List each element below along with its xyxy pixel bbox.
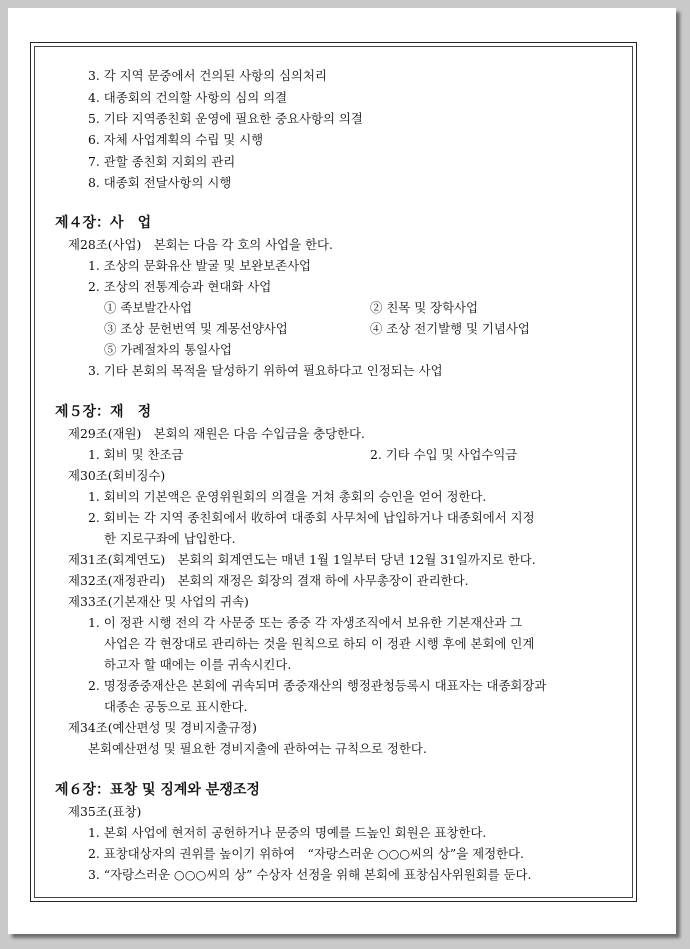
article-title: 제35조(표창) <box>68 804 142 819</box>
list-item-continuation: 한 지로구좌에 납입한다. <box>104 531 236 546</box>
list-item: 1. 조상의 문화유산 발굴 및 보완보존사업 <box>88 258 312 273</box>
chapter-heading: 제６장：표창 및 징계와 분쟁조정 <box>55 782 260 798</box>
article-title: 제32조(재정관리) 본회의 재정은 회장의 결재 하에 사무총장이 관리한다. <box>68 573 469 588</box>
sub-item: ② 친목 및 장학사업 <box>370 300 478 315</box>
list-item-continuation: 대종손 공동으로 표시한다. <box>104 699 248 714</box>
article-title: 제29조(재원) 본회의 재원은 다음 수입금을 충당한다. <box>68 426 365 441</box>
list-item: 6. 자체 사업계획의 수립 및 시행 <box>88 132 264 147</box>
article-title: 제31조(회계연도) 본회의 회계연도는 매년 1월 1일부터 당년 12월 31일까지로 한다. <box>68 552 536 567</box>
list-item: 3. 기타 본회의 목적을 달성하기 위하여 필요하다고 인정되는 사업 <box>88 363 443 378</box>
article-title: 제34조(예산편성 및 경비지출규정) <box>68 720 257 735</box>
article-title: 제28조(사업) 본회는 다음 각 호의 사업을 한다. <box>68 237 333 252</box>
list-item: 1. 본회 사업에 현저히 공헌하거나 문중의 명예를 드높인 회원은 표창한다. <box>88 825 487 840</box>
list-item: 4. 대종회의 건의할 사항의 심의 의결 <box>88 90 288 105</box>
sub-item: ⑤ 가례절차의 통일사업 <box>104 342 232 357</box>
list-item: 2. 조상의 전통계승과 현대화 사업 <box>88 279 272 294</box>
list-item: 7. 관할 종친회 지회의 관리 <box>88 154 236 169</box>
list-item: 2. 기타 수입 및 사업수익금 <box>370 447 518 462</box>
list-item: 2. 표창대상자의 권위를 높이기 위하여 “자랑스러운 ○○○씨의 상”을 제정한다. <box>88 846 524 861</box>
sub-item: ④ 조상 전기발행 및 기념사업 <box>370 321 530 336</box>
list-item: 2. 회비는 각 지역 종친회에서 收하여 대종회 사무처에 납입하거나 대종회에서 지정 <box>88 510 535 525</box>
list-item: 2. 명정종중재산은 본회에 귀속되며 종중재산의 행정관청등록시 대표자는 대종회장과 <box>88 678 547 693</box>
list-item: 3. “자랑스러운 ○○○씨의 상” 수상자 선정을 위해 본회에 표창심사위원회를 둔다. <box>88 867 532 882</box>
list-item: 3. 각 지역 문중에서 건의된 사항의 심의처리 <box>88 68 327 83</box>
list-item: 8. 대종회 전달사항의 시행 <box>88 175 232 190</box>
article-title: 제33조(기본재산 및 사업의 귀속) <box>68 594 249 609</box>
article-text: 본회예산편성 및 필요한 경비지출에 관하여는 규칙으로 정한다. <box>88 741 427 756</box>
article-title: 제30조(회비징수) <box>68 468 166 483</box>
chapter-heading: 제４장：사 업 <box>55 215 152 231</box>
list-item: 1. 이 정관 시행 전의 각 사문중 또는 종중 각 자생조직에서 보유한 기본재산과 그 <box>88 615 523 630</box>
list-item-continuation: 하고자 할 때에는 이를 귀속시킨다. <box>104 657 292 672</box>
list-item: 1. 회비의 기본액은 운영위원회의 의결을 거쳐 총회의 승인을 얻어 정한다. <box>88 489 487 504</box>
list-item: 5. 기타 지역종친회 운영에 필요한 중요사항의 의결 <box>88 111 363 126</box>
sub-item: ① 족보발간사업 <box>104 300 193 315</box>
sub-item: ③ 조상 문헌번역 및 계몽선양사업 <box>104 321 288 336</box>
list-item: 1. 회비 및 찬조금 <box>88 447 184 462</box>
list-item-continuation: 사업은 각 현장대로 관리하는 것을 원칙으로 하되 이 정관 시행 후에 본회에 인계 <box>104 636 535 651</box>
chapter-heading: 제５장：재 정 <box>55 404 152 420</box>
